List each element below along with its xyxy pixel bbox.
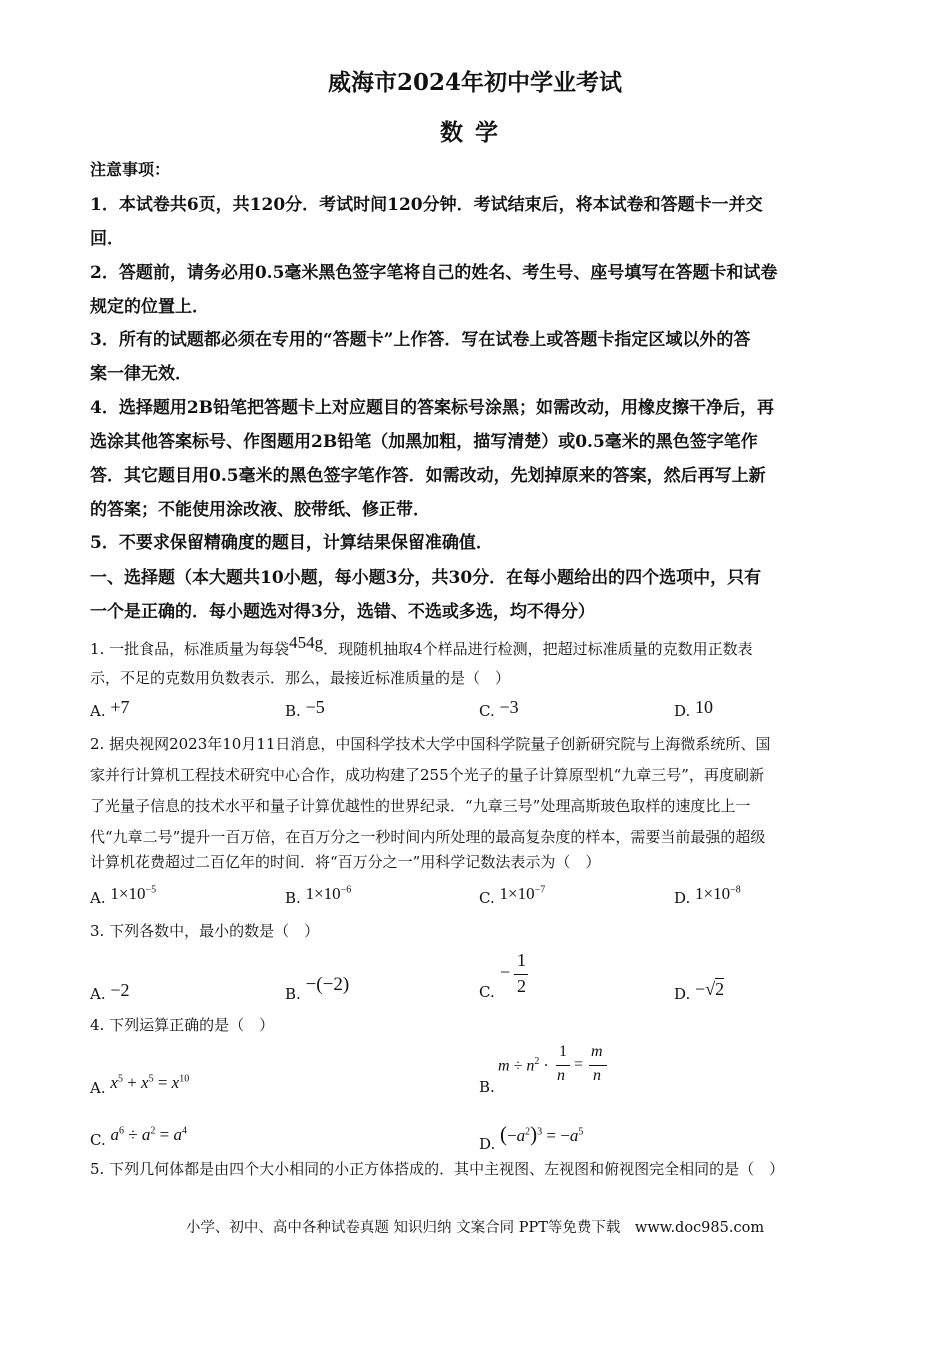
notice-line: 3．所有的试题都必须在专用的“答题卡”上作答．写在试卷上或答题卡指定区域以外的答 [90, 330, 751, 350]
sqrt-icon: √ [705, 979, 716, 999]
option-label: D. [674, 985, 691, 1003]
option-label: A. [90, 702, 106, 720]
question-1-text: 示，不足的克数用负数表示．那么，最接近标准质量的是（ ） [90, 669, 511, 687]
option-label: B. [285, 889, 301, 907]
option-label: B. [285, 702, 301, 720]
option-label: C. [479, 889, 495, 907]
page-title: 威海市2024年初中学业考试 [327, 69, 622, 96]
question-1-text-a: 1. 一批食品，标准质量为每袋 [90, 640, 290, 658]
option-d[interactable] [674, 697, 714, 721]
section-heading: 一个是正确的．每小题选对得3分，选错、不选或多选，均不得分） [90, 602, 595, 622]
question-2-text: 了光量子信息的技术水平和量子计算优越性的世界纪录．“九章三号”处理高斯玻色取样的速度比上一 [90, 797, 751, 815]
option-b-formula: $m \div n^2$ · 1 n = m n [498, 1043, 618, 1091]
option-b[interactable] [479, 1078, 495, 1096]
question-3-text: 3. 下列各数中，最小的数是（ ） [90, 922, 320, 940]
option-d[interactable] [674, 979, 725, 1004]
option-a[interactable] [90, 1073, 190, 1098]
notice-line: 选涂其他答案标号、作图题用2B铅笔（加黑加粗，描写清楚）或0.5毫米的黑色签字笔作 [90, 432, 758, 452]
question-2-text: 计算机花费超过二百亿年的时间．将“百万分之一”用科学记数法表示为（ ） [90, 853, 601, 871]
numerator: 1 [517, 950, 526, 970]
minus-sign: − [500, 962, 511, 982]
option-a[interactable] [90, 980, 130, 1004]
option-label: A. [90, 1079, 106, 1097]
option-value: $1\times 10^{-6}$ [305, 884, 352, 903]
page-footer: 小学、初中、高中各种试卷真题 知识归纳 文案合同 PPT等免费下载 www.doc985.com [185, 1220, 765, 1236]
denominator: 2 [517, 976, 526, 996]
question-2-text: 代“九章二号”提升一百万倍，在百万分之一秒时间内所处理的最高复杂度的样本，需要当前最强的超级 [90, 828, 766, 846]
option-value: −√2 [695, 979, 725, 999]
option-value: $1\times 10^{-8}$ [695, 884, 741, 903]
option-label: A. [90, 889, 106, 907]
option-formula: $a^6 \div a^2 = a^4$ [110, 1125, 187, 1144]
option-value: $1\times 10^{-7}$ [499, 884, 546, 903]
notice-line: 2．答题前，请务必用0.5毫米黑色签字笔将自己的姓名、考生号、座号填写在答题卡和试卷 [90, 263, 778, 283]
question-1-text [90, 633, 753, 659]
option-d[interactable] [479, 1122, 584, 1155]
question-5-text: 5. 下列几何体都是由四个大小相同的小正方体搭成的．其中主视图、左视图和俯视图完全相同的是（ ） [90, 1160, 785, 1178]
option-c[interactable] [479, 697, 519, 721]
notice-line: 的答案；不能使用涂改液、胶带纸、修正带． [90, 500, 430, 520]
notice-heading: 注意事项： [90, 160, 171, 179]
option-c[interactable] [479, 983, 495, 1001]
notice-line: 4．选择题用2B铅笔把答题卡上对应题目的答案标号涂黑；如需改动，用橡皮擦干净后，再 [90, 398, 775, 418]
option-value: 10 [695, 697, 714, 717]
option-c[interactable] [479, 884, 546, 908]
option-a[interactable] [90, 884, 157, 908]
option-c[interactable] [90, 1125, 187, 1150]
notice-line: 1．本试卷共6页，共120分．考试时间120分钟．考试结束后，将本试卷和答题卡一并交 [90, 195, 763, 215]
option-b[interactable] [285, 697, 325, 721]
fraction-bar [514, 974, 528, 975]
section-heading: 一、选择题（本大题共10小题，每小题3分，共30分．在每小题给出的四个选项中，只有 [90, 568, 762, 588]
subject-title: 数学 [440, 119, 510, 146]
question-4-text: 4. 下列运算正确的是（ ） [90, 1016, 275, 1034]
option-label: C. [90, 1131, 106, 1149]
option-label: D. [674, 702, 691, 720]
notice-line: 案一律无效． [90, 364, 192, 384]
option-label: D. [479, 1135, 496, 1153]
option-a[interactable] [90, 697, 130, 721]
option-label: C. [479, 702, 495, 720]
option-value: $1\times 10^{-5}$ [110, 884, 157, 903]
option-b[interactable] [285, 974, 350, 1005]
option-label: B. [285, 985, 301, 1003]
question-2-text: 2. 据央视网2023年10月11日消息，中国科学技术大学中国科学院量子创新研究院与上海微系统所、国 [90, 735, 771, 753]
option-value: −5 [305, 697, 325, 717]
option-label: C. [479, 983, 495, 1001]
question-1-text-b: ．现随机抽取4个样品进行检测，把超过标准质量的克数用正数表 [323, 640, 753, 658]
option-d[interactable] [674, 884, 741, 908]
option-value: −3 [499, 697, 519, 717]
notice-line: 5．不要求保留精确度的题目，计算结果保留准确值． [90, 533, 493, 553]
option-value: +7 [110, 697, 130, 717]
option-value: −2 [110, 980, 130, 1000]
option-label: B. [479, 1078, 495, 1096]
fraction-minus-half [500, 950, 540, 1000]
standard-mass: 454g [289, 633, 324, 652]
option-b[interactable] [285, 884, 352, 908]
notice-line: 规定的位置上． [90, 297, 209, 317]
question-2-text: 家并行计算机工程技术研究中心合作，成功构建了255个光子的量子计算原型机“九章三号”，再度刷新 [90, 766, 764, 784]
option-value: −(−2) [305, 974, 350, 995]
option-label: A. [90, 985, 106, 1003]
option-label: D. [674, 889, 691, 907]
notice-line: 答．其它题目用0.5毫米的黑色签字笔作答．如需改动，先划掉原来的答案，然后再写上新 [90, 466, 766, 486]
option-formula: $(-a^2)^3 = -a^5$ [500, 1122, 584, 1146]
notice-line: 回． [90, 229, 124, 249]
option-formula: $x^5 + x^5 = x^{10}$ [110, 1073, 190, 1092]
